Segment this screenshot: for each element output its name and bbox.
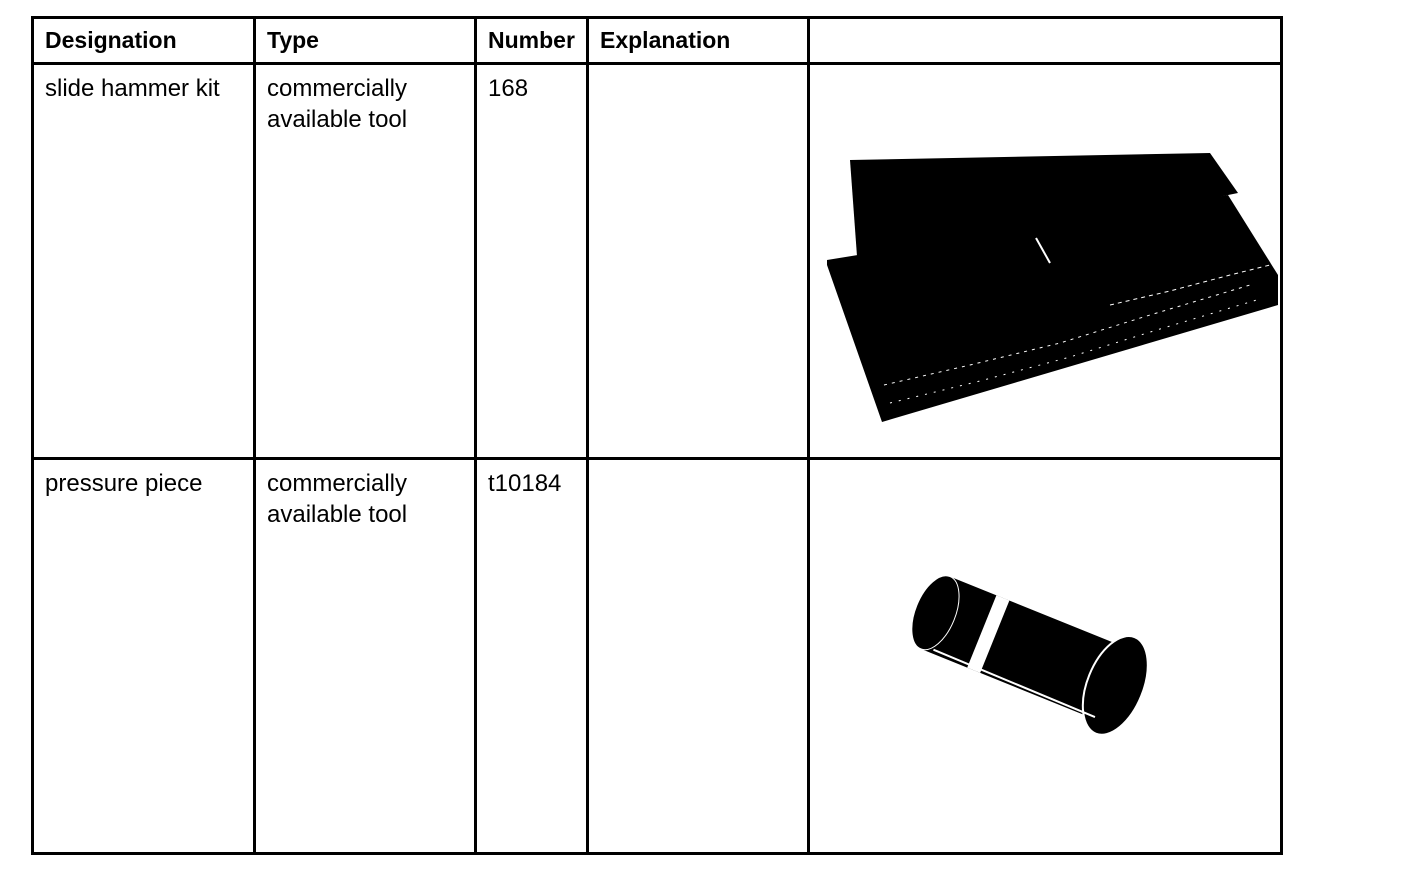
slide-hammer-kit-image <box>810 65 1280 457</box>
header-explanation: Explanation <box>588 18 809 64</box>
cell-designation: pressure piece <box>33 459 255 854</box>
cell-image <box>809 64 1282 459</box>
cell-type: commercially available tool <box>255 459 476 854</box>
header-number: Number <box>476 18 588 64</box>
table-row <box>33 64 1282 459</box>
cell-number: 168 <box>476 64 588 459</box>
table-header-row <box>33 18 1282 64</box>
special-tools-table <box>31 16 1283 855</box>
cell-explanation <box>588 459 809 854</box>
cell-designation: slide hammer kit <box>33 64 255 459</box>
pressure-piece-image <box>810 460 1280 852</box>
cell-explanation <box>588 64 809 459</box>
cell-type: commercially available tool <box>255 64 476 459</box>
header-designation: Designation <box>33 18 255 64</box>
cell-image <box>809 459 1282 854</box>
table-row <box>33 459 1282 854</box>
header-image <box>809 18 1282 64</box>
header-type: Type <box>255 18 476 64</box>
cell-number: t10184 <box>476 459 588 854</box>
